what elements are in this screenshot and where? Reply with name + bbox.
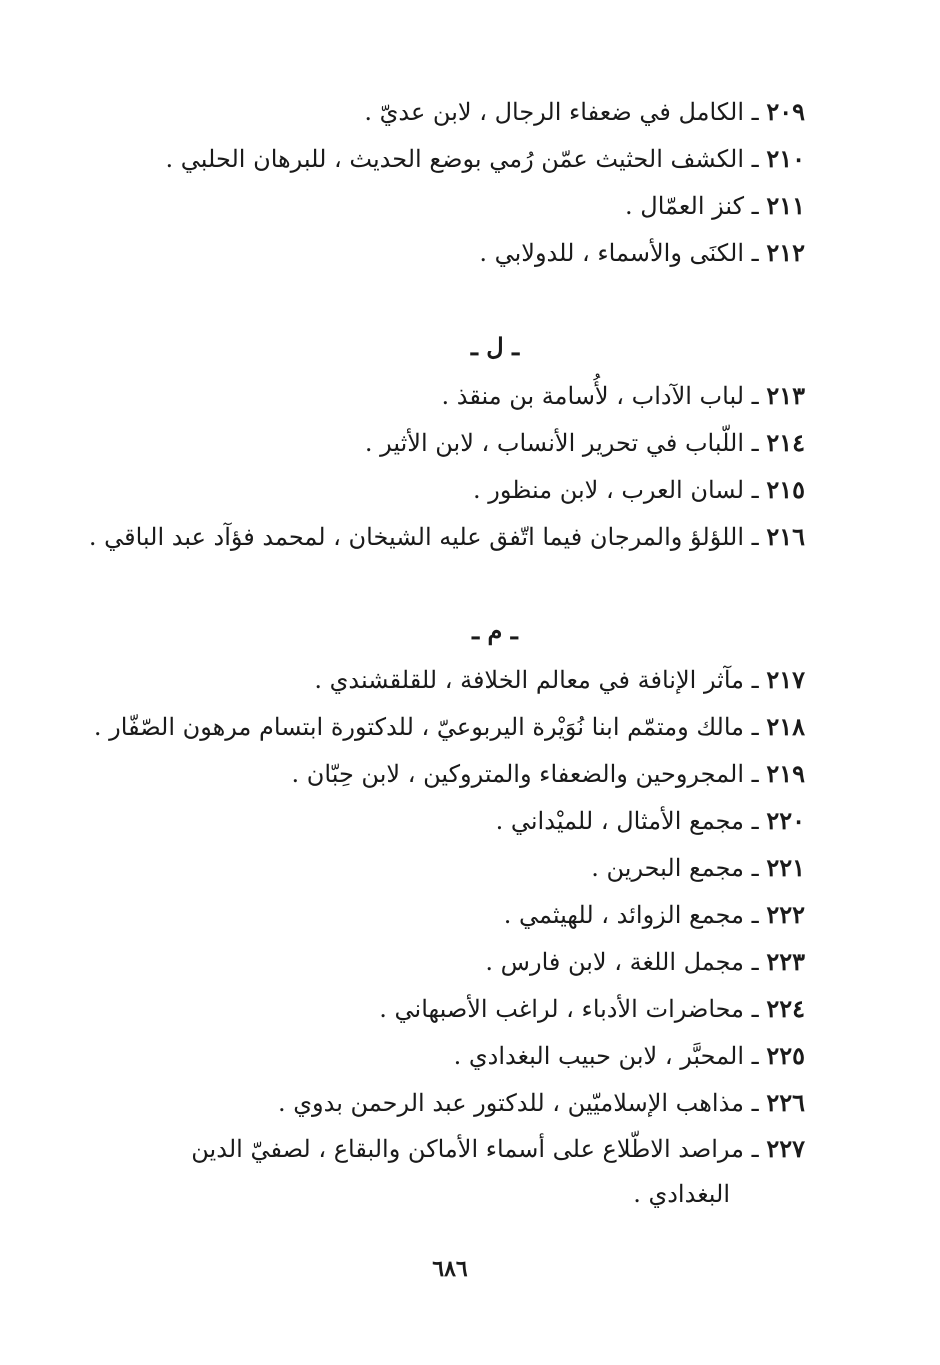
entry-number: ٢٢١ <box>766 853 805 882</box>
entry-number: ٢١٠ <box>766 144 805 173</box>
entry-number: ٢١٩ <box>766 759 805 788</box>
entry-text: ـ مذاهب الإسلاميّين ، للدكتور عبد الرحمن بدوي . <box>277 1089 759 1117</box>
entry-number: ٢١٢ <box>766 238 805 267</box>
entry-text: ـ لسان العرب ، لابن منظور . <box>473 476 759 504</box>
bibliography-entry <box>100 656 805 703</box>
bibliography-entry <box>100 182 805 229</box>
entry-text: ـ المجروحين والضعفاء والمتروكين ، لابن حِبّان . <box>291 760 759 788</box>
bibliography-entry <box>100 844 805 891</box>
entry-number: ٢٢٢ <box>766 900 805 929</box>
entry-text: ـ الكنَى والأسماء ، للدولابي . <box>479 239 759 267</box>
entry-number: ٢٢٤ <box>766 994 805 1023</box>
entry-number: ٢٢٣ <box>766 947 805 976</box>
bibliography-entry <box>100 1032 805 1079</box>
entry-text: ـ الكشف الحثيث عمّن رُمي بوضع الحديث ، للبرهان الحلبي . <box>165 145 759 173</box>
entry-text: ـ اللّباب في تحرير الأنساب ، لابن الأثير . <box>364 429 759 457</box>
entry-text: ـ مجمع الأمثال ، للميْداني . <box>495 807 759 835</box>
page-number: ٦٨٦ <box>432 1256 468 1282</box>
bibliography-entry <box>100 229 805 276</box>
entry-number: ٢١١ <box>766 191 805 220</box>
entry-text: ـ مجمل اللغة ، لابن فارس . <box>485 948 759 976</box>
entry-number: ٢١٧ <box>766 665 805 694</box>
bibliography-entry-multiline <box>100 1126 805 1217</box>
entry-text: ـ كنز العمّال . <box>625 192 759 220</box>
bibliography-entry <box>100 135 805 182</box>
entry-text-continuation: البغدادي . <box>633 1180 730 1208</box>
bibliography-column <box>88 88 805 1217</box>
bibliography-entry <box>100 797 805 844</box>
entry-number: ٢١٣ <box>766 381 805 410</box>
entry-text: ـ محاضرات الأدباء ، لراغب الأصبهاني . <box>379 995 759 1023</box>
section-heading-lam: ـ ل ـ <box>470 332 520 361</box>
bibliography-entry <box>100 1079 805 1126</box>
bibliography-entry <box>93 703 805 750</box>
entry-number: ٢٢٧ <box>766 1134 805 1163</box>
section-spacer <box>100 560 805 606</box>
entry-text: ـ مجمع الزوائد ، للهيثمي . <box>503 901 759 929</box>
entry-number: ٢١٤ <box>766 428 805 457</box>
bibliography-entry <box>100 750 805 797</box>
bibliography-entry <box>100 88 805 135</box>
bibliography-entry <box>100 938 805 985</box>
entry-number: ٢١٦ <box>766 522 805 551</box>
entry-number: ٢٢٠ <box>766 806 805 835</box>
section-heading-mim: ـ م ـ <box>472 616 518 645</box>
bibliography-entry <box>100 985 805 1032</box>
entry-number: ٢١٨ <box>766 712 805 741</box>
entry-number: ٢٠٩ <box>766 97 805 126</box>
bibliography-entry <box>88 513 805 560</box>
bibliography-entry <box>100 372 805 419</box>
entry-number: ٢١٥ <box>766 475 805 504</box>
entry-text: ـ مجمع البحرين . <box>591 854 759 882</box>
section-spacer <box>100 276 805 322</box>
entry-text: ـ لباب الآداب ، لأُسامة بن منقذ . <box>441 382 759 410</box>
entry-number: ٢٢٦ <box>766 1088 805 1117</box>
entry-text: ـ الكامل في ضعفاء الرجال ، لابن عديّ . <box>364 98 759 126</box>
bibliography-entry <box>100 891 805 938</box>
entry-text: ـ مراصد الاطّلاع على أسماء الأماكن والبقاع ، لصفيّ الدين <box>191 1135 759 1163</box>
entry-text: ـ مالك ومتمّم ابنا نُوَيْرة اليربوعيّ ، للدكتورة ابتسام مرهون الصّفّار . <box>93 713 759 741</box>
bibliography-entry <box>100 419 805 466</box>
entry-text: ـ مآثر الإنافة في معالم الخلافة ، للقلقشندي . <box>314 666 759 694</box>
entry-text: ـ اللؤلؤ والمرجان فيما اتّفق عليه الشيخان ، لمحمد فؤآد عبد الباقي . <box>88 523 759 551</box>
entry-text: ـ المحبَّر ، لابن حبيب البغدادي . <box>453 1042 759 1070</box>
entry-number: ٢٢٥ <box>766 1041 805 1070</box>
bibliography-entry <box>100 466 805 513</box>
